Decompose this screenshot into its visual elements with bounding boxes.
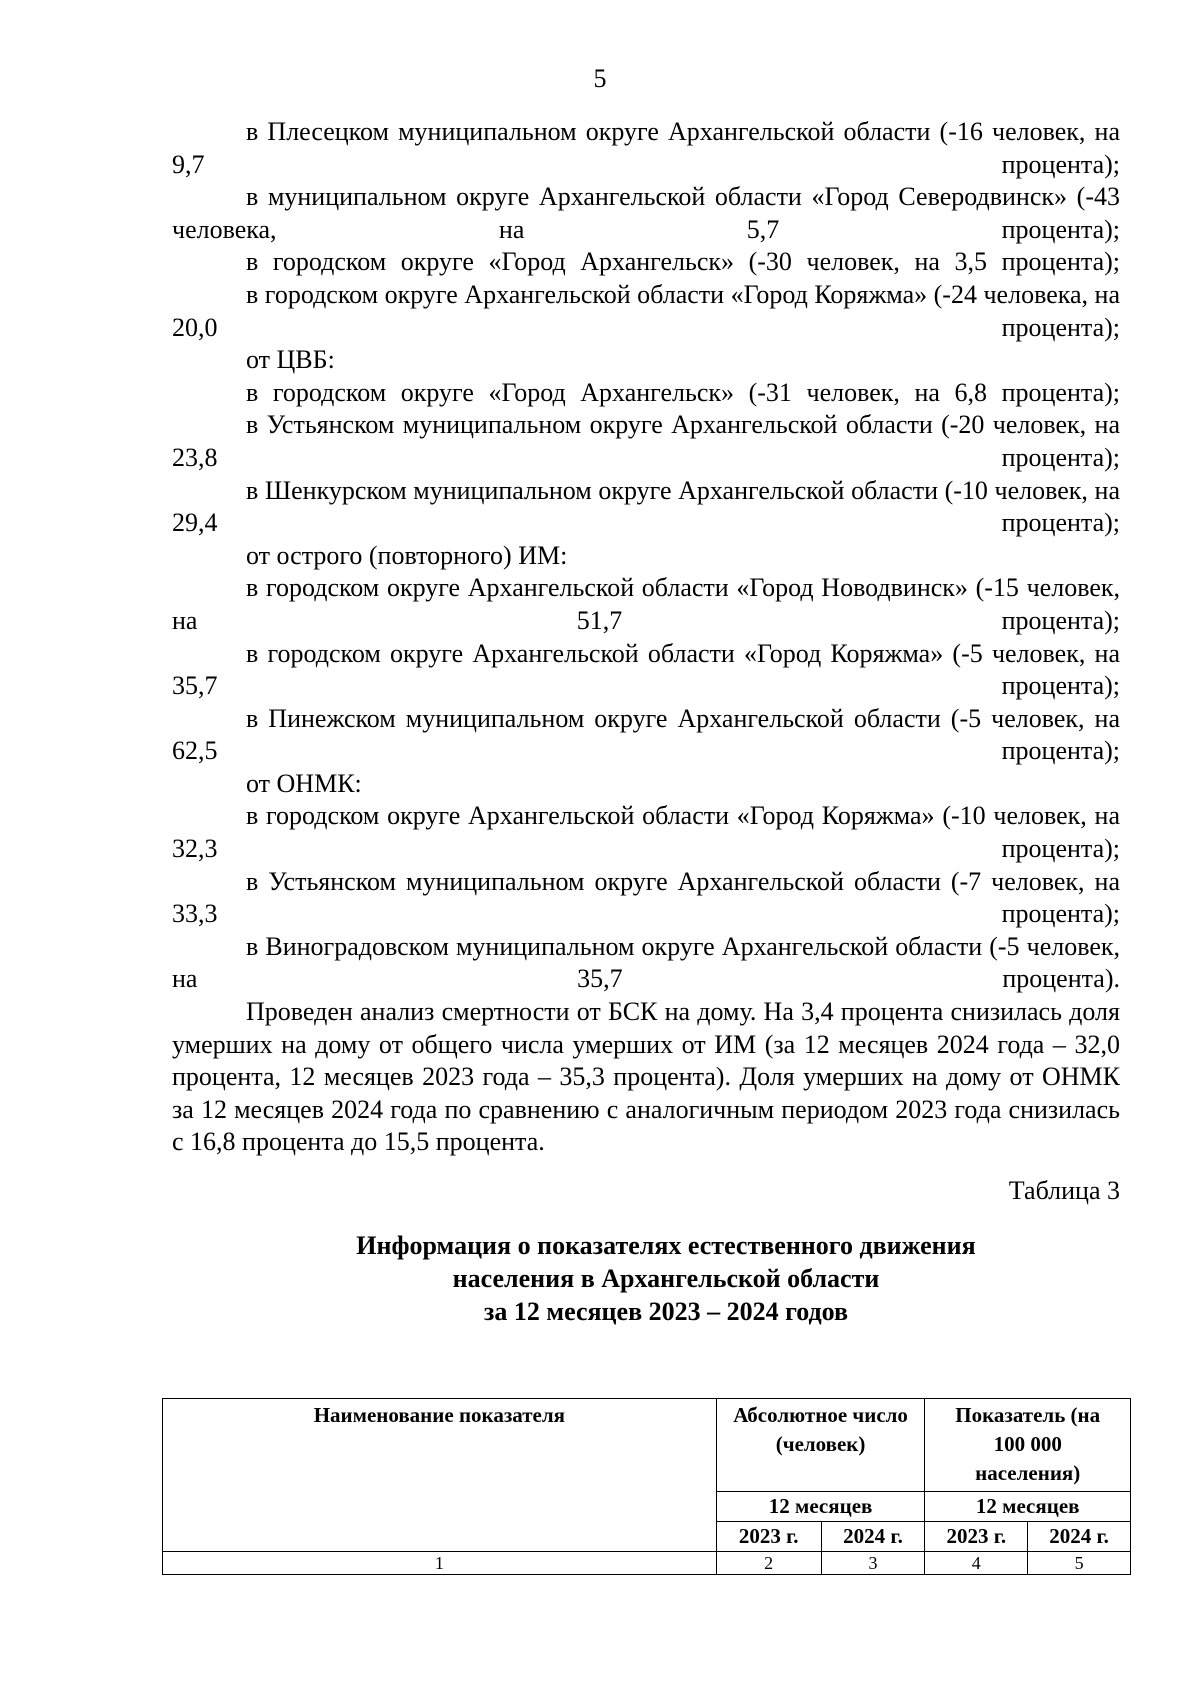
- table-title-line: населения в Архангельской области: [452, 1264, 880, 1293]
- paragraph: в Плесецком муниципальном округе Архангельской области (-16 человек, на 9,7 процента);: [172, 117, 1120, 179]
- column-number: 3: [821, 1552, 925, 1575]
- header-rate-per-100000: Показатель (на 100 000 населения): [925, 1399, 1131, 1492]
- paragraph: в Пинежском муниципальном округе Архангельской области (-5 человек, на 62,5 процента);: [172, 703, 1120, 766]
- paragraph: от ОНМК:: [246, 768, 362, 798]
- paragraph: в городском округе Архангельской области «Город Коряжма» (-10 человек, на 32,3 процента);: [172, 801, 1120, 864]
- paragraph: в Виноградовском муниципальном округе Архангельской области (-5 человек, на 35,7 процента).: [172, 931, 1120, 994]
- page-number: 5: [593, 64, 607, 93]
- paragraph: в Устьянском муниципальном округе Архангельской области (-20 человек, на 23,8 процента);: [172, 410, 1120, 472]
- paragraph: от острого (повторного) ИМ:: [246, 540, 568, 570]
- indicators-table: [162, 1398, 1131, 1575]
- paragraph: в городском округе Архангельской области «Город Коряжма» (-5 человек, на 35,7 процента);: [172, 638, 1120, 701]
- table-label: Таблица 3: [1008, 1176, 1120, 1205]
- paragraph: от ЦВБ:: [246, 345, 335, 375]
- header-period-absolute: 12 месяцев: [716, 1492, 925, 1522]
- column-number: 5: [1028, 1552, 1131, 1575]
- header-indicator-name: Наименование показателя: [163, 1399, 717, 1552]
- table-title-line: Информация о показателях естественного движения: [356, 1231, 976, 1260]
- table-title-line: за 12 месяцев 2023 – 2024 годов: [483, 1297, 849, 1326]
- paragraph: в муниципальном округе Архангельской области «Город Северодвинск» (-43 человека, на 5,7 процента);: [172, 182, 1120, 244]
- document-body: [172, 116, 1120, 1328]
- paragraph: в городском округе Архангельской области «Город Коряжма» (-24 человека, на 20,0 процента);: [172, 279, 1120, 342]
- paragraph: в городском округе Архангельской области «Город Новодвинск» (-15 человек, на 51,7 процента);: [172, 573, 1120, 635]
- paragraph: в городском округе «Город Архангельск» (-31 человек, на 6,8 процента);: [246, 377, 1120, 407]
- paragraph: в Шенкурском муниципальном округе Архангельской области (-10 человек, на 29,4 процента);: [172, 475, 1120, 538]
- column-number-row: [163, 1552, 1131, 1575]
- paragraph: в городском округе «Город Архангельск» (-30 человек, на 3,5 процента);: [246, 247, 1120, 277]
- column-number: 4: [925, 1552, 1028, 1575]
- header-year-2023-rate: 2023 г.: [925, 1522, 1028, 1552]
- header-year-2024-rate: 2024 г.: [1028, 1522, 1131, 1552]
- paragraph: Проведен анализ смертности от БСК на дому. На 3,4 процента снизилась доля умерших на дому от общего числа умерших от ИМ (за 12 месяцев 2024 года – 32,0 процента, 12 месяцев 2023 года – 35,3 процента). Доля умерших на дому от ОНМК за 12 месяцев 2024 года по сравнению с аналогичным периодом 2023 года снизилась с 16,8 процента до 15,5 процента.: [172, 997, 1120, 1157]
- table-title: [172, 1229, 1120, 1328]
- header-year-2023-absolute: 2023 г.: [716, 1522, 821, 1552]
- header-absolute-number: Абсолютное число (человек): [716, 1399, 925, 1492]
- column-number: 2: [716, 1552, 821, 1575]
- paragraph: в Устьянском муниципальном округе Архангельской области (-7 человек, на 33,3 процента);: [172, 866, 1120, 929]
- column-number: 1: [163, 1552, 717, 1575]
- header-year-2024-absolute: 2024 г.: [821, 1522, 925, 1552]
- header-period-rate: 12 месяцев: [925, 1492, 1131, 1522]
